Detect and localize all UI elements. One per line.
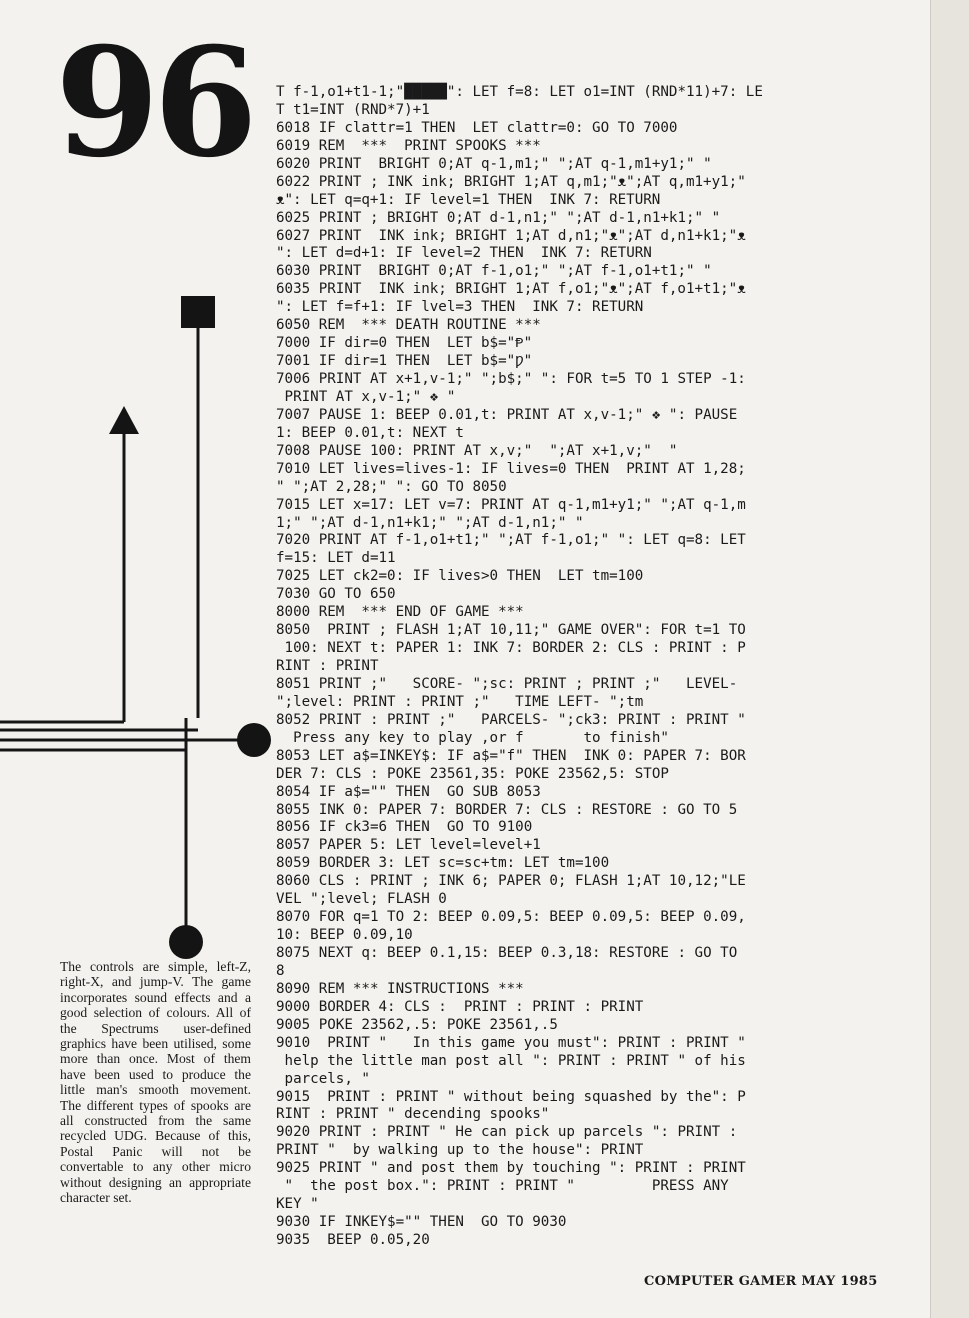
listing-line: ": LET d=d+1: IF level=2 THEN INK 7: RETURN (276, 245, 652, 262)
article-caption: The controls are simple, left-Z, right-X, and jump-V. The game incorporates sound effects and a good selection of colours. All of the Spectrums user-defined graphics have been utilised, some more than once. Most of them have been used to produce the little man's smooth movement. The different types of spooks are all constructed from the same recycled UDG. Because of this, Postal Panic will not be convertable to any other micro without designing an appropriate character set. (60, 959, 251, 1206)
listing-line: 8056 IF ck3=6 THEN GO TO 9100 (276, 819, 533, 836)
listing-line: 8060 CLS : PRINT ; INK 6; PAPER 0; FLASH 1;AT 10,12;"LE (276, 873, 746, 890)
listing-line: 8050 PRINT ; FLASH 1;AT 10,11;" GAME OVER": FOR t=1 TO (276, 622, 746, 639)
listing-line: " ";AT 2,28;" ": GO TO 8050 (276, 478, 507, 495)
listing-line: 8053 LET a$=INKEY$: IF a$="f" THEN INK 0: PAPER 7: BOR (276, 747, 746, 764)
listing-line: Press any key to play ,or f to finish" (276, 729, 669, 746)
arrow-head-icon (109, 406, 139, 434)
listing-line: 7015 LET x=17: LET v=7: PRINT AT q-1,m1+y1;" ";AT q-1,m (276, 496, 746, 513)
bottom-circle-node (169, 925, 203, 959)
listing-line: 1: BEEP 0.01,t: NEXT t (276, 424, 464, 441)
listing-line: 9025 PRINT " and post them by touching ": PRINT : PRINT (276, 1160, 746, 1177)
right-circle-node (237, 723, 271, 757)
listing-line: 8054 IF a$="" THEN GO SUB 8053 (276, 783, 541, 800)
listing-line: parcels, " (276, 1070, 370, 1087)
listing-line: 9035 BEEP 0.05,20 (276, 1232, 430, 1248)
basic-program-listing (276, 84, 896, 1250)
page-number: 96 (55, 15, 252, 191)
listing-line: 7000 IF dir=0 THEN LET b$="Ᵽ" (276, 335, 533, 352)
listing-line: 9005 POKE 23562,.5: POKE 23561,.5 (276, 1016, 558, 1033)
listing-line: 7008 PAUSE 100: PRINT AT x,v;" ";AT x+1,v;" " (276, 442, 678, 459)
listing-line: 6020 PRINT BRIGHT 0;AT q-1,m1;" ";AT q-1,m1+y1;" " (276, 155, 712, 172)
listing-line: 7010 LET lives=lives-1: IF lives=0 THEN PRINT AT 1,28; (276, 460, 746, 477)
listing-line: 9000 BORDER 4: CLS : PRINT : PRINT : PRINT (276, 998, 644, 1015)
listing-line: RINT : PRINT " decending spooks" (276, 1106, 550, 1123)
square-node (181, 296, 215, 328)
magazine-footer: COMPUTER GAMER MAY 1985 (644, 1274, 878, 1289)
listing-line: 9015 PRINT : PRINT " without being squashed by the": P (276, 1088, 746, 1105)
next-page-edge (930, 0, 969, 1318)
listing-line: PRINT AT x,v-1;" ❖ " (276, 388, 456, 405)
listing-line: 7020 PRINT AT f-1,o1+t1;" ";AT f-1,o1;" ": LET q=8: LET (276, 532, 746, 549)
listing-line: 6019 REM *** PRINT SPOOKS *** (276, 137, 541, 154)
listing-line: 9010 PRINT " In this game you must": PRINT : PRINT " (276, 1034, 746, 1051)
listing-line: KEY " (276, 1196, 319, 1213)
listing-line: 8057 PAPER 5: LET level=level+1 (276, 837, 541, 854)
listing-line: 9020 PRINT : PRINT " He can pick up parcels ": PRINT : (276, 1124, 738, 1141)
listing-line: VEL ";level; FLASH 0 (276, 891, 447, 908)
listing-line: ": LET f=f+1: IF lvel=3 THEN INK 7: RETURN (276, 299, 644, 316)
listing-line: 1;" ";AT d-1,n1+k1;" ";AT d-1,n1;" " (276, 514, 584, 531)
listing-line: 6025 PRINT ; BRIGHT 0;AT d-1,n1;" ";AT d-1,n1+k1;" " (276, 209, 721, 226)
listing-line: 7025 LET ck2=0: IF lives>0 THEN LET tm=100 (276, 568, 644, 585)
listing-line: 10: BEEP 0.09,10 (276, 927, 413, 944)
listing-line: 6022 PRINT ; INK ink; BRIGHT 1;AT q,m1;"ᴥ";AT q,m1+y1;" (276, 173, 746, 190)
listing-line: 8051 PRINT ;" SCORE- ";sc: PRINT ; PRINT ;" LEVEL- (276, 675, 738, 692)
listing-line: 8070 FOR q=1 TO 2: BEEP 0.09,5: BEEP 0.09,5: BEEP 0.09, (276, 909, 746, 926)
listing-line: 6050 REM *** DEATH ROUTINE *** (276, 317, 541, 334)
listing-line: 7030 GO TO 650 (276, 586, 396, 603)
listing-line: 8055 INK 0: PAPER 7: BORDER 7: CLS : RESTORE : GO TO 5 (276, 801, 738, 818)
listing-line: 8090 REM *** INSTRUCTIONS *** (276, 980, 524, 997)
listing-line: 8 (276, 962, 285, 979)
listing-line: 9030 IF INKEY$="" THEN GO TO 9030 (276, 1214, 567, 1231)
listing-line: " the post box.": PRINT : PRINT " PRESS ANY (276, 1178, 729, 1195)
listing-line: 7001 IF dir=1 THEN LET b$="Ƿ" (276, 353, 533, 370)
listing-line: 8059 BORDER 3: LET sc=sc+tm: LET tm=100 (276, 855, 610, 872)
listing-line: PRINT " by walking up to the house": PRINT (276, 1142, 644, 1159)
listing-line: 7006 PRINT AT x+1,v-1;" ";b$;" ": FOR t=5 TO 1 STEP -1: (276, 371, 746, 387)
listing-line: DER 7: CLS : POKE 23561,35: POKE 23562,5: STOP (276, 765, 669, 782)
listing-line: RINT : PRINT (276, 658, 379, 674)
listing-line: 6018 IF clattr=1 THEN LET clattr=0: GO TO 7000 (276, 119, 678, 136)
listing-line: 6027 PRINT INK ink; BRIGHT 1;AT d,n1;"ᴥ";AT d,n1+k1;"ᴥ (276, 227, 746, 244)
listing-line: T f-1,o1+t1-1;"█████": LET f=8: LET o1=INT (RND*11)+7: LE (276, 84, 763, 100)
listing-line: T t1=INT (RND*7)+1 (276, 101, 430, 118)
listing-line: f=15: LET d=11 (276, 550, 396, 567)
listing-line: help the little man post all ": PRINT : PRINT " of his (276, 1052, 746, 1069)
listing-line: 100: NEXT t: PAPER 1: INK 7: BORDER 2: CLS : PRINT : P (276, 640, 746, 657)
listing-line: 8075 NEXT q: BEEP 0.1,15: BEEP 0.3,18: RESTORE : GO TO (276, 945, 738, 961)
circuit-line-decoration (0, 0, 290, 970)
listing-line: 6035 PRINT INK ink; BRIGHT 1;AT f,o1;"ᴥ";AT f,o1+t1;"ᴥ (276, 281, 746, 298)
listing-line: 7007 PAUSE 1: BEEP 0.01,t: PRINT AT x,v-1;" ❖ ": PAUSE (276, 406, 738, 423)
listing-line: ᴥ": LET q=q+1: IF level=1 THEN INK 7: RETURN (276, 191, 661, 208)
listing-line: ";level: PRINT : PRINT ;" TIME LEFT- ";tm (276, 693, 644, 710)
listing-line: 8052 PRINT : PRINT ;" PARCELS- ";ck3: PRINT : PRINT " (276, 711, 746, 728)
listing-line: 8000 REM *** END OF GAME *** (276, 604, 524, 621)
listing-line: 6030 PRINT BRIGHT 0;AT f-1,o1;" ";AT f-1,o1+t1;" " (276, 263, 712, 280)
